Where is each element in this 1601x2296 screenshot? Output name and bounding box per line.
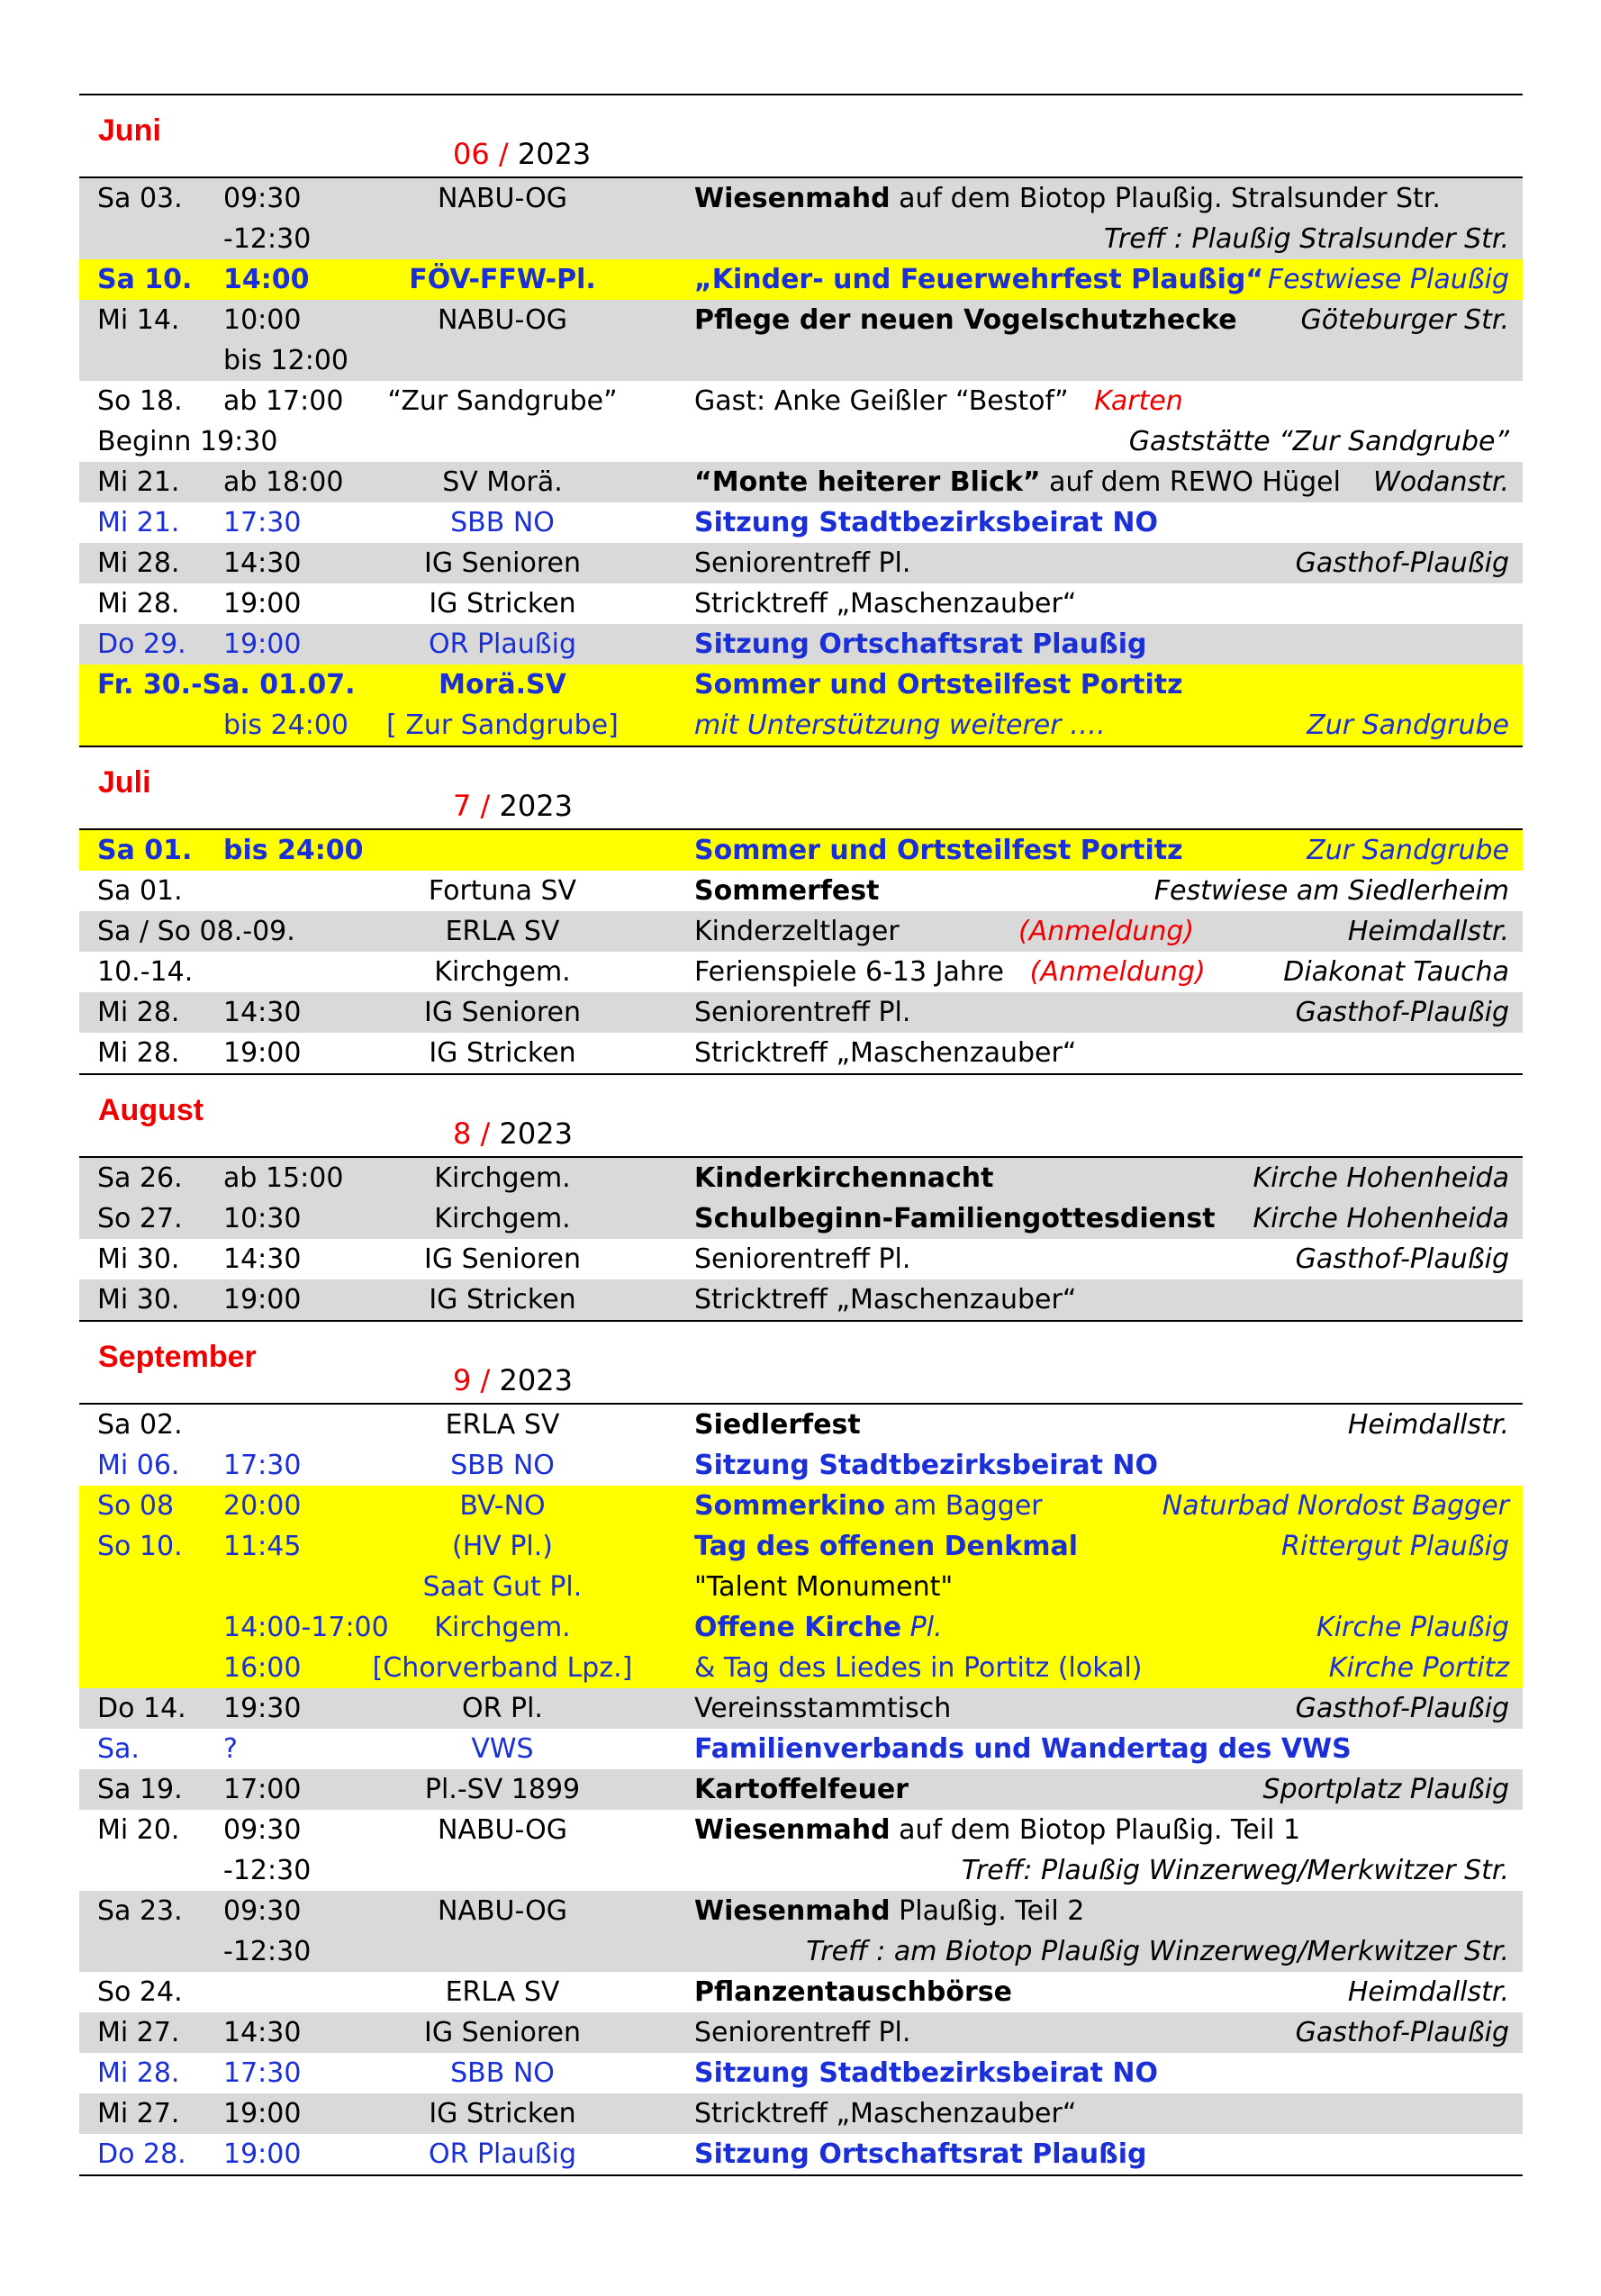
month-sep: / [480,1363,491,1397]
event-organizer: OR Pl. [462,1693,543,1724]
event-title-text: Seniorentreff Pl. [694,547,911,579]
event-time: 10:30 [223,1203,302,1234]
event-title-bold: Familienverbands und Wandertag des VWS [694,1733,1352,1765]
event-title-text: Seniorentreff Pl. [694,1243,911,1275]
event-note: (Anmeldung) [1004,956,1206,988]
event-title [694,178,1441,219]
event-row [79,259,1523,300]
event-date: So 08 [97,1490,175,1522]
event-row [79,1158,1523,1198]
event-row [79,340,1523,381]
event-organizer: NABU-OG [437,304,568,336]
event-organizer: IG Stricken [429,1037,576,1069]
event-title-bold: Pflanzentauschbörse [694,1976,1013,2008]
event-row [79,1198,1523,1239]
event-title-bold: Sitzung Stadtbezirksbeirat NO [694,2057,1159,2089]
event-location: Gasthof-Plaußig [1295,1693,1509,1724]
event-organizer: Kirchgem. [434,1612,571,1643]
event-location: Gasthof-Plaußig [1295,1243,1509,1275]
event-date: Mi 28. [97,547,180,579]
event-row [79,421,1523,462]
event-row [79,300,1523,340]
event-date: So 18. [97,385,183,417]
event-time: 17:30 [223,507,302,538]
event-time: 14:30 [223,547,302,579]
event-location: Treff: Plaußig Winzerweg/Merkwitzer Str. [961,1855,1509,1886]
event-date: Mi 28. [97,588,180,619]
month-year: 2023 [499,789,573,823]
event-organizer: SBB NO [450,2057,555,2089]
event-location: Kirche Hohenheida [1253,1162,1509,1194]
event-location: Wodanstr. [1373,466,1509,498]
event-organizer: VWS [471,1733,534,1765]
event-title [694,1526,1078,1567]
event-title-text: Vereinsstammtisch [694,1693,952,1724]
month-header [79,1322,1523,1403]
event-title-italic: Pl. [901,1612,943,1643]
event-time: bis 24:00 [223,710,348,741]
event-date: Mi 06. [97,1450,180,1481]
event-title-bold: Sitzung Stadtbezirksbeirat NO [694,507,1159,538]
event-organizer: Kirchgem. [434,1203,571,1234]
event-title-text: auf dem Biotop Plaußig. Teil 1 [890,1814,1301,1846]
event-location: Kirche Plaußig [1316,1612,1509,1643]
event-row [79,705,1523,746]
event-date: Sa 10. [97,264,193,295]
event-title [694,1158,993,1198]
event-time: -12:30 [223,1855,312,1886]
event-title [694,1567,953,1607]
event-row [79,583,1523,624]
event-title [694,1279,1076,1320]
event-row [79,1972,1523,2012]
event-location: Sportplatz Plaußig [1262,1774,1509,1805]
event-row [79,1850,1523,1891]
event-title [694,830,1183,871]
event-title-text: Seniorentreff Pl. [694,997,911,1028]
event-row [79,219,1523,259]
event-organizer: “Zur Sandgrube” [387,385,618,417]
event-time: 11:45 [223,1531,302,1562]
event-title [694,871,879,911]
event-time: 16:00 [223,1652,302,1684]
event-organizer: NABU-OG [437,1814,568,1846]
event-row [79,871,1523,911]
month-number [453,1116,573,1151]
month-header [79,1075,1523,1156]
event-title [694,1648,1143,1688]
month-num: 8 [453,1116,472,1151]
event-time: 09:30 [223,183,302,214]
event-title [694,624,1147,664]
event-title-bold: Wiesenmahd [694,1814,891,1846]
event-row [79,1891,1523,1931]
event-date: Do 29. [97,628,186,660]
event-organizer: Pl.-SV 1899 [424,1774,581,1805]
event-date: Sa. [97,1733,140,1765]
event-time: ab 15:00 [223,1162,344,1194]
event-row [79,911,1523,952]
event-location: Gaststätte “Zur Sandgrube” [1128,426,1509,457]
event-date: Mi 27. [97,2017,180,2048]
event-title [694,911,1195,952]
event-date: Sa 23. [97,1895,183,1927]
event-date: Mi 30. [97,1243,180,1275]
event-time: bis 24:00 [223,835,364,866]
event-row [79,952,1523,992]
event-location: Heimdallstr. [1347,1409,1509,1441]
month-name: Juni [98,113,161,148]
event-organizer: ERLA SV [445,916,560,947]
event-time: 19:00 [223,628,302,660]
event-organizer: FÖV-FFW-Pl. [409,264,596,295]
event-time: ? [223,1733,238,1765]
event-date: Mi 21. [97,507,180,538]
event-title [694,543,910,583]
month-sep: / [480,789,491,823]
event-time: 19:00 [223,588,302,619]
event-title [694,1033,1076,1073]
event-title-text: Kinderzeltlager [694,916,900,947]
event-time: 19:00 [223,2138,302,2170]
event-date: So 27. [97,1203,183,1234]
event-organizer: BV-NO [459,1490,546,1522]
event-row [79,1405,1523,1445]
event-title-bold: Tag des offenen Denkmal [694,1531,1078,1562]
event-organizer: SBB NO [450,507,555,538]
event-location: Heimdallstr. [1347,916,1509,947]
event-date: Mi 28. [97,997,180,1028]
event-title-text: Ferienspiele 6-13 Jahre [694,956,1005,988]
event-date: Sa 26. [97,1162,183,1194]
event-row [79,462,1523,502]
event-location: Gasthof-Plaußig [1295,2017,1509,2048]
event-time: 14:30 [223,1243,302,1275]
event-title-bold: Sitzung Ortschaftsrat Plaußig [694,2138,1147,2170]
event-time: 14:30 [223,2017,302,2048]
event-title-text: & Tag des Liedes in Portitz (lokal) [694,1652,1143,1684]
event-title-bold: Sommerkino [694,1490,886,1522]
event-title-bold: Pflege der neuen Vogelschutzhecke [694,304,1237,336]
event-time: 20:00 [223,1490,302,1522]
event-title-bold: Sommer und Ortsteilfest Portitz [694,835,1183,866]
event-row [79,1931,1523,1972]
event-date: Sa / So 08.-09. [97,916,295,947]
event-organizer: SV Morä. [442,466,563,498]
event-title [694,2134,1147,2174]
event-note: (Anmeldung) [1018,916,1195,947]
event-title [694,1688,951,1729]
event-title [694,992,910,1033]
event-row [79,2093,1523,2134]
month-name: August [98,1093,204,1127]
event-title [694,583,1076,624]
event-time: 14:00 [223,264,310,295]
event-title-text: "Talent Monument" [694,1571,954,1603]
event-location: Heimdallstr. [1347,1976,1509,2008]
event-location: Naturbad Nordost Bagger [1162,1490,1509,1522]
event-row [79,1526,1523,1567]
event-organizer: Saat Gut Pl. [422,1571,583,1603]
event-organizer: OR Plaußig [428,628,577,660]
event-time: 10:00 [223,304,302,336]
event-title [694,1810,1300,1850]
event-row [79,1279,1523,1320]
event-organizer: ERLA SV [445,1976,560,2008]
month-year: 2023 [499,1116,573,1151]
event-note: Karten [1068,385,1183,417]
event-row [79,1729,1523,1769]
event-row [79,1688,1523,1729]
event-location: Rittergut Plaußig [1281,1531,1509,1562]
event-title [694,300,1237,340]
event-title-text: am Bagger [885,1490,1043,1522]
event-title-text: Plaußig. Teil 2 [890,1895,1085,1927]
event-date: Beginn 19:30 [97,426,278,457]
event-title-bold: „Kinder- und Feuerwehrfest Plaußig“ [694,264,1264,295]
event-title [694,1607,943,1648]
event-time: 19:30 [223,1693,302,1724]
event-organizer: Morä.SV [439,669,566,701]
month-number [453,789,573,823]
event-row [79,1033,1523,1073]
block-rule [79,2174,1523,2176]
event-row [79,1567,1523,1607]
event-date: Mi 20. [97,1814,180,1846]
event-row [79,1239,1523,1279]
month-header [79,95,1523,176]
event-title [694,259,1263,300]
event-date: Do 14. [97,1693,186,1724]
event-row [79,1769,1523,1810]
event-time: 17:00 [223,1774,302,1805]
event-title-text: Stricktreff „Maschenzauber“ [694,1284,1077,1315]
event-time: 09:30 [223,1814,302,1846]
month-number [453,137,591,171]
month-sep: / [498,137,509,171]
event-date: Mi 28. [97,1037,180,1069]
event-row [79,2012,1523,2053]
event-organizer: IG Stricken [429,588,576,619]
event-location: Kirche Portitz [1328,1652,1509,1684]
event-date: 10.-14. [97,956,194,988]
event-organizer: IG Senioren [424,997,581,1028]
event-organizer: IG Senioren [424,2017,581,2048]
event-title [694,1972,1012,2012]
event-time: 17:30 [223,2057,302,2089]
event-organizer: Kirchgem. [434,956,571,988]
event-title [694,2012,910,2053]
event-row [79,830,1523,871]
month-sep: / [480,1116,491,1151]
event-row [79,2053,1523,2093]
event-title-text: auf dem Biotop Plaußig. Stralsunder Str. [890,183,1441,214]
event-location: Göteburger Str. [1300,304,1509,336]
event-row [79,1607,1523,1648]
event-date: Sa 03. [97,183,183,214]
event-row [79,178,1523,219]
event-time: 14:30 [223,997,302,1028]
event-row [79,502,1523,543]
event-title [694,1729,1352,1769]
event-organizer: Kirchgem. [434,1162,571,1194]
event-title-text: Stricktreff „Maschenzauber“ [694,588,1077,619]
event-row [79,624,1523,664]
event-location: Festwiese Plaußig [1267,264,1509,295]
event-organizer: OR Plaußig [428,2138,577,2170]
event-row [79,381,1523,421]
event-row [79,1486,1523,1526]
event-time: 17:30 [223,1450,302,1481]
event-organizer: IG Stricken [429,2098,576,2129]
event-organizer: NABU-OG [437,183,568,214]
event-title [694,381,1183,421]
event-location: Festwiese am Siedlerheim [1153,875,1509,907]
event-title-bold: Siedlerfest [694,1409,861,1441]
event-time: bis 12:00 [223,345,348,376]
event-row [79,2134,1523,2174]
event-date: Sa 01. [97,835,193,866]
event-date: Mi 28. [97,2057,180,2089]
event-title-text: Stricktreff „Maschenzauber“ [694,2098,1077,2129]
event-date: Mi 14. [97,304,180,336]
event-row [79,1445,1523,1486]
event-title [694,1198,1216,1239]
event-title [694,2053,1158,2093]
event-time: 19:00 [223,2098,302,2129]
month-name: September [98,1340,257,1374]
event-date: Do 28. [97,2138,186,2170]
event-time: 14:00-17:00 [223,1612,389,1643]
event-organizer: (HV Pl.) [452,1531,553,1562]
event-title [694,1445,1158,1486]
month-num: 9 [453,1363,472,1397]
event-date: Mi 21. [97,466,180,498]
event-title-bold: Schulbeginn-Familiengottesdienst [694,1203,1216,1234]
event-title-bold: Kinderkirchennacht [694,1162,994,1194]
event-time: -12:30 [223,223,312,255]
event-organizer: IG Stricken [429,1284,576,1315]
event-row [79,992,1523,1033]
event-location: Treff : am Biotop Plaußig Winzerweg/Merkwitzer Str. [806,1936,1509,1967]
event-title [694,1769,909,1810]
month-number [453,1363,573,1397]
event-location: Treff : Plaußig Stralsunder Str. [1103,223,1509,255]
event-title [694,462,1341,502]
event-time: -12:30 [223,1936,312,1967]
event-row [79,664,1523,705]
event-title-bold: Wiesenmahd [694,1895,891,1927]
event-title-bold: “Monte heiterer Blick” [694,466,1041,498]
event-organizer: Fortuna SV [428,875,577,907]
event-title [694,1891,1084,1931]
event-title-bold: Sitzung Stadtbezirksbeirat NO [694,1450,1159,1481]
event-title [694,952,1206,992]
event-organizer: NABU-OG [437,1895,568,1927]
event-title [694,2093,1076,2134]
event-title-bold: Sommer und Ortsteilfest Portitz [694,669,1183,701]
month-year: 2023 [499,1363,573,1397]
event-date: So 10. [97,1531,183,1562]
event-title-bold: Sitzung Ortschaftsrat Plaußig [694,628,1147,660]
event-organizer: ERLA SV [445,1409,560,1441]
event-date: Sa 02. [97,1409,183,1441]
month-name: Juli [98,765,151,800]
event-title-bold: Wiesenmahd [694,183,891,214]
event-time: 19:00 [223,1037,302,1069]
event-title-italic: mit Unterstützung weiterer …. [694,710,1106,741]
event-title [694,1405,861,1445]
event-title [694,1486,1043,1526]
event-organizer: IG Senioren [424,1243,581,1275]
event-location: Gasthof-Plaußig [1295,547,1509,579]
event-title [694,502,1158,543]
event-date: Mi 27. [97,2098,180,2129]
event-title-text: Gast: Anke Geißler “Bestof” [694,385,1069,417]
event-row [79,1648,1523,1688]
event-date: Mi 30. [97,1284,180,1315]
event-time: ab 17:00 [223,385,344,417]
event-time: 19:00 [223,1284,302,1315]
event-organizer: SBB NO [450,1450,555,1481]
event-calendar [79,94,1523,2176]
event-organizer: [Chorverband Lpz.] [372,1652,633,1684]
event-title [694,705,1106,746]
event-title-text: Seniorentreff Pl. [694,2017,911,2048]
event-location: Kirche Hohenheida [1253,1203,1509,1234]
event-location: Zur Sandgrube [1307,835,1509,866]
event-time: 09:30 [223,1895,302,1927]
event-title [694,1239,910,1279]
month-num: 7 [453,789,472,823]
event-title [694,664,1183,705]
event-location: Gasthof-Plaußig [1295,997,1509,1028]
event-time: ab 18:00 [223,466,344,498]
event-organizer: [ Zur Sandgrube] [386,710,619,741]
event-date: Sa 01. [97,875,183,907]
event-row [79,543,1523,583]
event-title-bold: Offene Kirche [694,1612,902,1643]
event-location: Zur Sandgrube [1307,710,1509,741]
event-organizer: IG Senioren [424,547,581,579]
event-title-text: Stricktreff „Maschenzauber“ [694,1037,1077,1069]
event-title-bold: Kartoffelfeuer [694,1774,909,1805]
event-date: Sa 19. [97,1774,183,1805]
event-date: Fr. 30.-Sa. 01.07. [97,669,356,701]
event-date: So 24. [97,1976,183,2008]
event-location: Diakonat Taucha [1283,956,1509,988]
event-title-bold: Sommerfest [694,875,880,907]
month-year: 2023 [517,137,592,171]
month-header [79,747,1523,828]
event-title-text: auf dem REWO Hügel [1040,466,1341,498]
event-row [79,1810,1523,1850]
month-num: 06 [453,137,490,171]
